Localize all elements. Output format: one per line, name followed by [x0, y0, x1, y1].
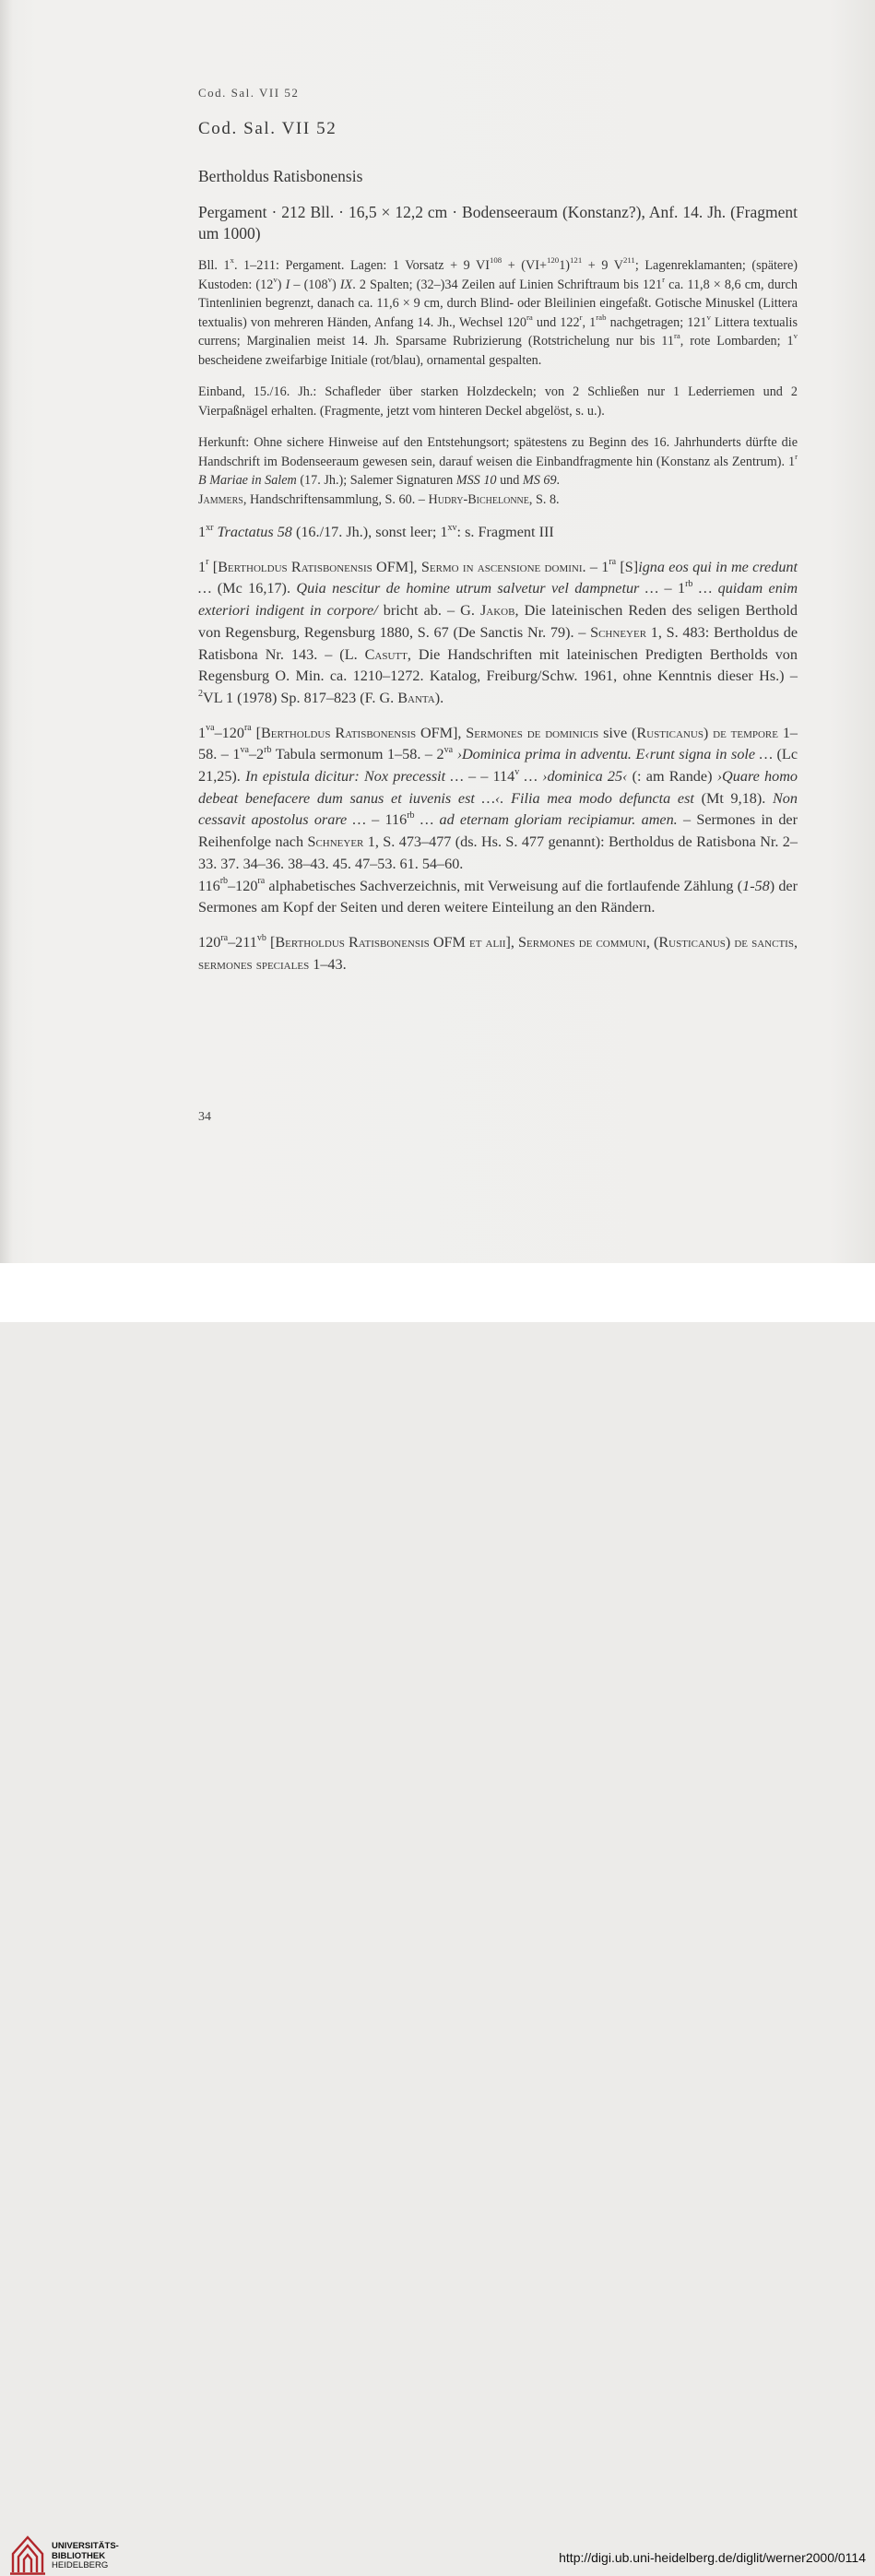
- codicology-section: [198, 256, 798, 509]
- contents-section: [198, 522, 798, 975]
- contents-item-1: $1^{xr}$ Tractatus 58 (16./17. Jh.), sonst leer; 1$^{xv}$: s. Fragment III: [198, 522, 554, 540]
- provenance-paragraph: Herkunft: Ohne sichere Hinweise auf den Entstehungsort; spätestens zu Beginn des 16. Jahrhunderts dürfte die Handschrift im Bodenseeraum gewesen sein, darauf weisen die Einbandfragmente hin (Konstanz als Zentrum). 1$^r$ B Mariae in Salem (17. Jh.); Salemer Signaturen MSS 10 und MS 69.: [198, 435, 798, 488]
- source-url-link[interactable]: http://digi.ub.uni-heidelberg.de/diglit/werner2000/0114: [559, 2550, 866, 2565]
- viewer-footer: [0, 1263, 875, 2570]
- contents-item-4: $116^{rb}-120^{ra}$ alphabetisches Sachverzeichnis, mit Verweisung auf die fortlaufende Zählung (1-58) der Sermones am Kopf der Seiten und deren weitere Einteilung an den Rändern.: [198, 876, 798, 916]
- catalogue-entry: [198, 111, 798, 975]
- author-heading: Bertholdus Ratisbonensis: [198, 167, 363, 185]
- contents-item-2: 1$^r$ [Bertholdus Ratisbonensis OFM], Sermo in ascensione domini. – $1^{ra}$ [S]igna eos qui in me credunt … (Mc 16,17). Quia nescitur de homine utrum salvetur vel dampnetur … – $1^{rb}$ … quidam enim exteriori indigent in corpore/ bricht ab. – G. Jakob, Die lateinischen Reden des seligen Berthold von Regensburg, Regensburg 1880, S. 67 (De Sanctis Nr. 79). – Schneyer 1, S. 483: Bertholdus de Ratisbona Nr. 143. – (L. Casutt, Die Handschriften mit lateinischen Predigten Bertholds von Regensburg O. Min. ca. 1210–1272. Katalog, Freiburg/Schw. 1961, ohne Kenntnis dieser Hs.) – $^2$VL 1 (1978) Sp. 817–823 (F. G. Banta).: [198, 557, 798, 706]
- library-name: UNIVERSITÄTS- BIBLIOTHEK HEIDELBERG: [52, 2541, 119, 2570]
- binding-paragraph: Einband, 15./16. Jh.: Schafleder über starken Holzdeckeln; von 2 Schließen nur 1 Lederriemen und 2 Vierpaßnägel erhalten. (Fragmente, jetzt vom hinteren Deckel abgelöst, s. u.).: [198, 384, 798, 419]
- library-logo-icon: [9, 2532, 46, 2576]
- shelfmark-heading: Cod. Sal. VII 52: [198, 119, 337, 138]
- literature-line: Jammers, Handschriftensammlung, S. 60. – Hudry-Bichelonne, S. 8.: [198, 491, 560, 507]
- page-number: 34: [198, 1110, 211, 1124]
- summary-line: Pergament · 212 Bll. · 16,5 × 12,2 cm · Bodenseeraum (Konstanz?), Anf. 14. Jh. (Fragment um 1000): [198, 203, 798, 242]
- running-head: Cod. Sal. VII 52: [198, 86, 300, 100]
- scanned-page: [0, 0, 875, 1263]
- contents-item-5: $120^{ra}-211^{vb}$ [Bertholdus Ratisbonensis OFM et alii], Sermones de communi, (Rusticanus) de sanctis, sermones speciales 1–43.: [198, 932, 798, 973]
- contents-item-3: $1^{va}-120^{ra}$ [Bertholdus Ratisbonensis OFM], Sermones de dominicis sive (Rusticanus) de tempore 1–58. – $1^{va}-2^{rb}$ Tabula sermonum 1–58. – $2^{va}$ ›Dominica prima in adventu. E‹runt signa in sole … (Lc 21,25). In epistula dicitur: Nox precessit … – – 114$^v$ … ›dominica 25‹ (: am Rande) ›Quare homo debeat benefacere dum sanus et iuvenis est …‹. Filia mea modo defuncta est (Mt 9,18). Non cessavit apostolus orare … – $116^{rb}$ … ad eternam gloriam recipiamur. amen. – Sermones in der Reihenfolge nach Schneyer 1, S. 473–477 (ds. Hs. S. 477 genannt): Bertholdus de Ratisbona Nr. 2–33. 37. 34–36. 38–43. 45. 47–53. 61. 54–60.: [198, 723, 798, 872]
- description-paragraph: Bll. 1$^x$. 1–211: Pergament. Lagen: 1 Vorsatz + 9 $VI^{108} + (VI+^{120}1)^{121} + 9$ $V^{211}$; Lagenreklamanten; (spätere) Kustoden: (12$^v$) I – (108$^v$) IX. 2 Spalten; (32–)34 Zeilen auf Linien Schriftraum bis 121$^r$ ca. 11,8 × 8,6 cm, durch Tintenlinien begrenzt, danach ca. 11,6 × 9 cm, durch Blind- oder Bleilinien eingefaßt. Gotische Minuskel (Littera textualis) von mehreren Händen, Anfang 14. Jh., Wechsel $120^{ra}$ und 122$^r$, $1^{rab}$ nachgetragen; 121$^v$ Littera textualis currens; Marginalien meist 14. Jh. Sparsame Rubrizierung (Rotstrichelung nur bis $11^{ra}$, rote Lombarden; 1$^v$ bescheidene zweifarbige Initiale (rot/blau), ornamental gespalten.: [198, 255, 798, 368]
